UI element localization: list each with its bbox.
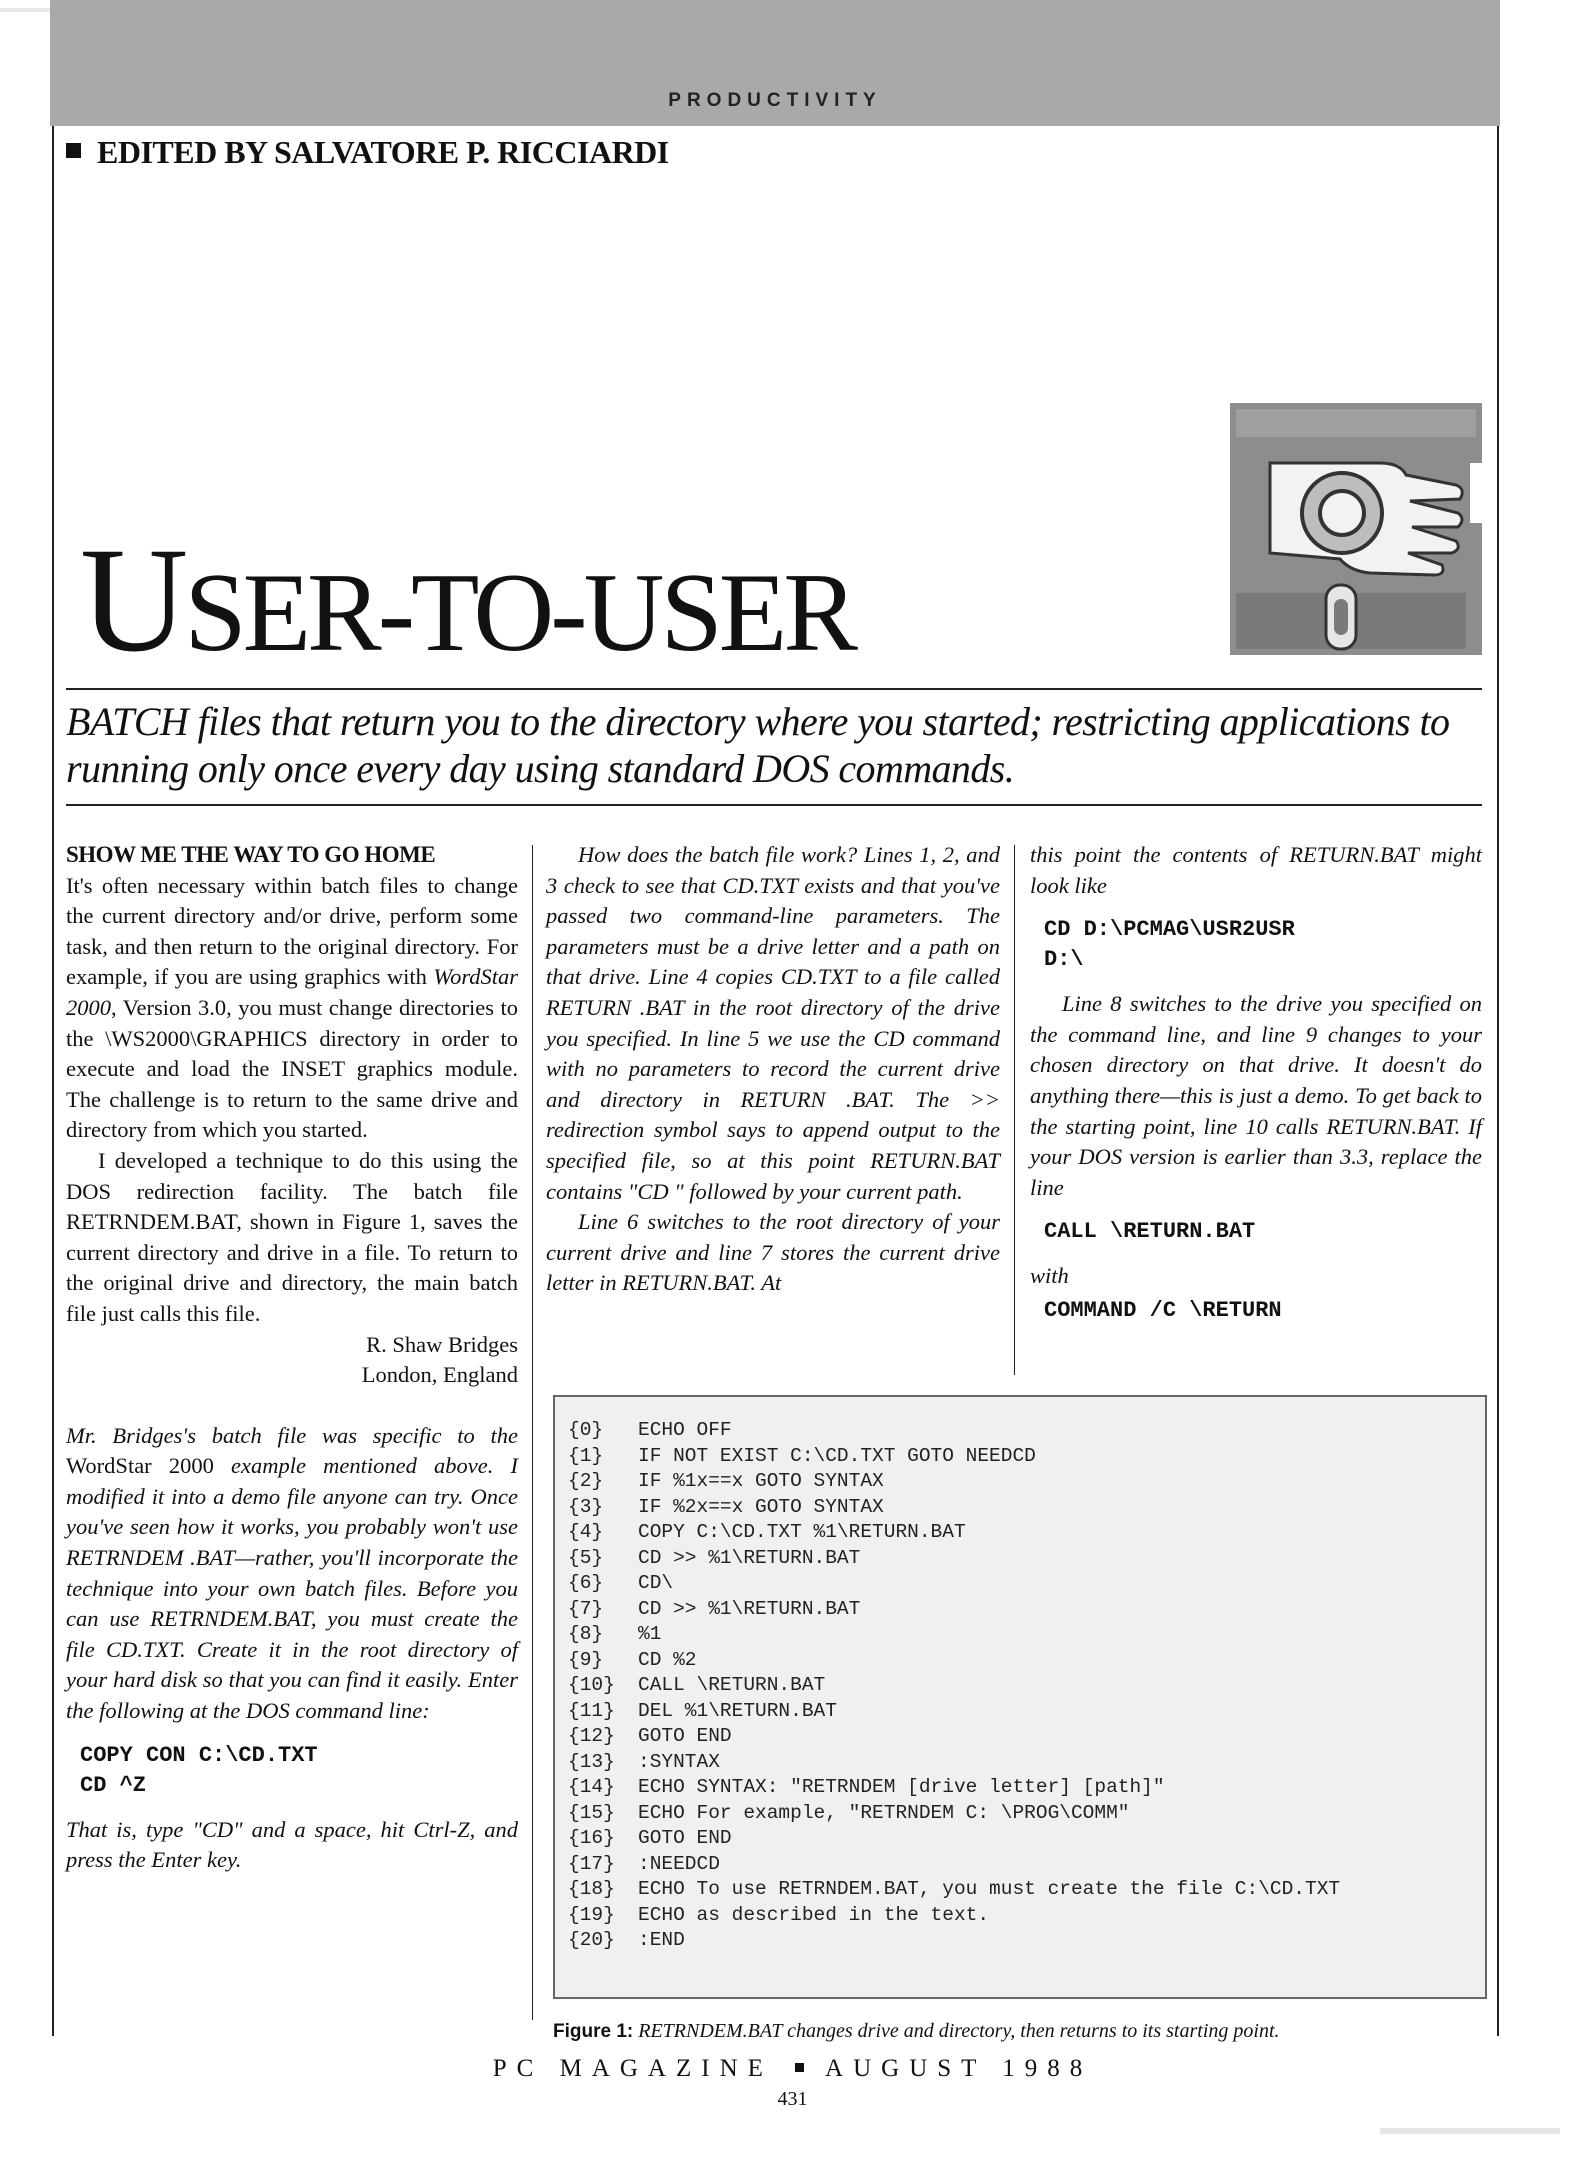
deck-bottom-rule <box>66 804 1482 806</box>
listing-line-text: GOTO END <box>638 1827 732 1849</box>
footer-date: AUGUST 1988 <box>825 2055 1093 2082</box>
text-run-italic: WordStar 2000 <box>66 964 518 1020</box>
paragraph: Line 8 switches to the drive you specified on the command line, and line 9 changes to your chosen directory on that drive. It doesn't do anything there—this is just a demo. To get back to the starting point, line 10 calls RETURN.BAT. If your DOS version is earlier than 3.3, replace the line <box>1030 991 1482 1200</box>
listing-line <box>568 1699 1340 1725</box>
listing-line-number: {16} <box>568 1827 615 1849</box>
listing-line-number: {3} <box>568 1495 604 1518</box>
scan-artifact <box>1380 2128 1560 2134</box>
listing-line-text: :NEEDCD <box>638 1852 720 1875</box>
listing-line <box>568 1801 1340 1827</box>
code-snippet: CD D:\PCMAG\USR2USR D:\ <box>1044 917 1295 973</box>
signature-place: London, England <box>361 1362 518 1388</box>
paragraph: this point the contents of RETURN.BAT might look like <box>1030 842 1482 898</box>
listing-line-number: {14} <box>568 1776 615 1798</box>
listing-line <box>568 1648 1340 1674</box>
paragraph: with <box>1030 1263 1069 1289</box>
listing-line <box>568 1622 1340 1648</box>
section-label: PRODUCTIVITY <box>668 90 882 111</box>
paragraph: I developed a technique to do this using the DOS redirection facility. The batch file RETRNDEM.BAT, shown in Figure 1, saves the current directory and drive in a file. To return to the original drive and directory, the main batch file just calls this file. <box>66 1147 518 1326</box>
listing-line <box>568 1903 1340 1929</box>
listing-line <box>568 1673 1340 1699</box>
listing-line <box>568 1444 1340 1470</box>
listing-line-number: {18} <box>568 1878 615 1900</box>
column-divider <box>532 845 533 2020</box>
paragraph: Line 6 switches to the root directory of your current drive and line 7 stores the current drive letter in RETURN.BAT. At <box>546 1209 1000 1296</box>
bullet-square-icon <box>795 2063 804 2072</box>
disk-hand-icon <box>1230 403 1482 655</box>
listing-line-text: CD >> %1\RETURN.BAT <box>638 1546 861 1569</box>
text-run: , Version 3.0, you must change directories to the \WS2000\GRAPHICS directory in order to execute and load the INSET graphics module. The challenge is to return to the same drive and directory from which you started. <box>66 994 518 1143</box>
listing-line-text: CD %2 <box>638 1648 697 1671</box>
page-footer <box>0 2055 1585 2083</box>
footer-magazine: PC MAGAZINE <box>492 2055 773 2082</box>
listing-line-number: {8} <box>568 1623 604 1645</box>
editor-note <box>66 1421 518 1727</box>
editor-credit <box>66 134 669 171</box>
listing-line-text: GOTO END <box>638 1725 732 1747</box>
listing-line-number: {12} <box>568 1725 615 1747</box>
paragraph <box>66 871 518 1146</box>
text-run: It's often necessary within batch files to change the current directory and/or drive, perform some task, and then return to the original directory. For example, if you are using graphics with <box>66 872 518 990</box>
text-run-italic: example mentioned above. I modified it into a demo file anyone can try. Once you've seen how it works, you probably won't use RETRNDEM .BAT—rather, you'll incorporate the technique into your own batch files. Before you can use RETRNDEM.BAT, you must create the file CD.TXT. Create it in the root directory of your hard disk so that you can find it easily. Enter the following at the DOS command line: <box>66 1453 519 1724</box>
listing-line <box>568 1877 1340 1903</box>
listing-line-text: ECHO For example, "RETRNDEM C: \PROG\COMM" <box>638 1801 1130 1824</box>
listing-line-number: {4} <box>568 1521 604 1543</box>
listing-line-number: {5} <box>568 1546 604 1569</box>
bullet-square-icon <box>66 143 81 158</box>
listing-line-text: %1 <box>638 1623 662 1645</box>
listing-line <box>568 1852 1340 1878</box>
listing-line-text: ECHO OFF <box>638 1419 732 1441</box>
listing-line-number: {17} <box>568 1852 615 1875</box>
listing-line-text: :END <box>638 1929 685 1951</box>
listing-line-text: CD\ <box>638 1572 674 1594</box>
listing-line-number: {10} <box>568 1674 615 1696</box>
listing-line-number: {20} <box>568 1929 615 1951</box>
caption-text: RETRNDEM.BAT changes drive and directory, then returns to its starting point. <box>633 2020 1280 2042</box>
listing-line <box>568 1546 1340 1572</box>
listing-line-number: {0} <box>568 1419 604 1441</box>
figure-caption <box>553 2020 1483 2043</box>
editor-credit-text: EDITED BY SALVATORE P. RICCIARDI <box>97 134 669 170</box>
listing-line-text: ECHO To use RETRNDEM.BAT, you must create the file C:\CD.TXT <box>638 1878 1341 1900</box>
listing-line <box>568 1418 1340 1444</box>
paragraph: That is, type "CD" and a space, hit Ctrl-Z, and press the Enter key. <box>66 1816 518 1873</box>
frame-right-rule <box>1497 126 1499 2036</box>
paragraph: How does the batch file work? Lines 1, 2, and 3 check to see that CD.TXT exists and that you've passed two command-line parameters. The parameters must be a drive letter and a path on that drive. Line 4 copies CD.TXT to a file called RETURN .BAT in the root directory of the drive you specified. In line 5 we use the CD command with no parameters to record the current drive and directory in RETURN .BAT. The >> redirection symbol says to append output to the specified file, so at this point RETURN.BAT contains "CD " followed by your current path. <box>546 842 1000 1204</box>
text-run-italic: Mr. Bridges's batch file was specific to the <box>66 1422 518 1448</box>
text-run: WordStar 2000 <box>66 1453 214 1479</box>
page-title-rest: SER-TO-USER <box>184 551 854 675</box>
listing-line-text: CALL \RETURN.BAT <box>638 1674 826 1696</box>
code-snippet: CALL \RETURN.BAT <box>1044 1219 1256 1245</box>
listing-line <box>568 1724 1340 1750</box>
listing-line-number: {13} <box>568 1750 615 1773</box>
listing-line-text: :SYNTAX <box>638 1750 720 1773</box>
column-1 <box>66 840 518 1876</box>
listing-line-number: {7} <box>568 1597 604 1620</box>
listing-line-number: {9} <box>568 1648 604 1671</box>
listing-line <box>568 1571 1340 1597</box>
listing-line-number: {15} <box>568 1801 615 1824</box>
listing-line-number: {6} <box>568 1572 604 1594</box>
code-snippet: COPY CON C:\CD.TXT CD ^Z <box>80 1742 318 1798</box>
listing-line <box>568 1928 1340 1954</box>
listing-line <box>568 1495 1340 1521</box>
column-2 <box>546 840 1000 1299</box>
listing-line-number: {11} <box>568 1699 615 1722</box>
listing-line <box>568 1750 1340 1776</box>
column-divider <box>1014 845 1015 1375</box>
subhead: SHOW ME THE WAY TO GO HOME <box>66 842 436 867</box>
listing-line-text: ECHO as described in the text. <box>638 1903 990 1926</box>
listing-line-text: IF %1x==x GOTO SYNTAX <box>638 1470 884 1492</box>
page-number: 431 <box>777 2088 808 2110</box>
deck-top-rule <box>66 688 1482 690</box>
listing-line-text: ECHO SYNTAX: "RETRNDEM [drive letter] [path]" <box>638 1776 1165 1798</box>
listing-line <box>568 1826 1340 1852</box>
frame-left-rule <box>52 126 54 2036</box>
listing-line-number: {19} <box>568 1903 615 1926</box>
code-snippet: COMMAND /C \RETURN <box>1044 1297 1282 1323</box>
listing-line-text: DEL %1\RETURN.BAT <box>638 1699 837 1722</box>
listing-line <box>568 1520 1340 1546</box>
column-3 <box>1030 840 1482 1340</box>
listing-line <box>568 1775 1340 1801</box>
listing-line-number: {1} <box>568 1444 604 1467</box>
listing-line <box>568 1469 1340 1495</box>
listing-line-text: IF NOT EXIST C:\CD.TXT GOTO NEEDCD <box>638 1444 1036 1467</box>
listing-line-text: CD >> %1\RETURN.BAT <box>638 1597 861 1620</box>
page-title-initial: U <box>80 517 185 683</box>
figure-1-listing <box>568 1418 1340 1954</box>
listing-line-number: {2} <box>568 1470 604 1492</box>
listing-line-text: COPY C:\CD.TXT %1\RETURN.BAT <box>638 1521 966 1543</box>
listing-line-text: IF %2x==x GOTO SYNTAX <box>638 1495 884 1518</box>
caption-label: Figure 1: <box>553 2021 634 2042</box>
listing-line <box>568 1597 1340 1623</box>
signature-name: R. Shaw Bridges <box>366 1331 518 1357</box>
article-deck: BATCH files that return you to the directory where you started; restricting applications to running only once every day using standard DOS commands. <box>66 699 1450 791</box>
page-title <box>80 517 854 688</box>
